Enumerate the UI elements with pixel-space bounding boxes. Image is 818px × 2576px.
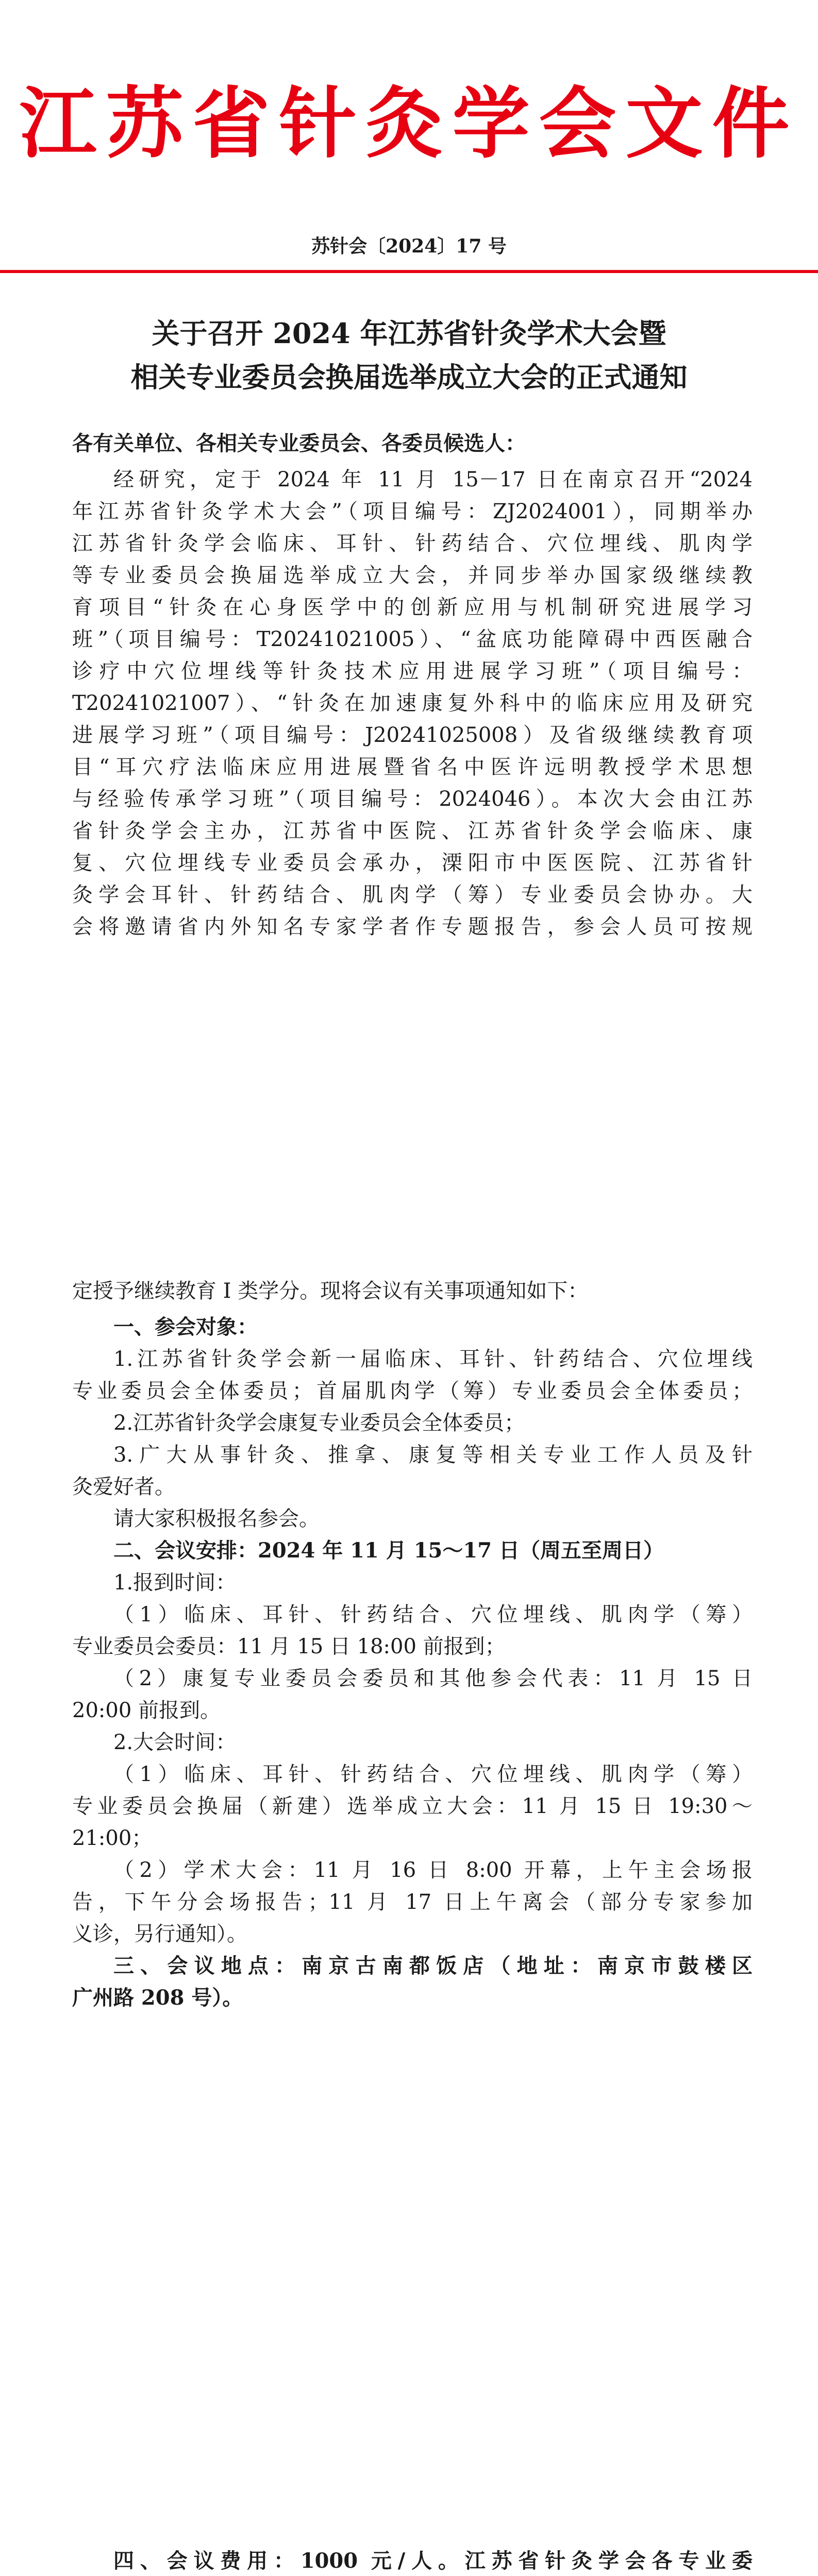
document-number: 苏针会〔2024〕17 号 [311, 235, 507, 257]
checkin-item-1: （1）临床、耳针、针药结合、穴位埋线、肌肉学（筹） [113, 1603, 753, 1626]
salutation: 各有关单位、各相关专业委员会、各委员候选人： [72, 431, 526, 455]
meeting-item-1: （1）临床、耳针、针药结合、穴位埋线、肌肉学（筹） [113, 1762, 753, 1786]
participants-item-2: 2.江苏省针灸学会康复专业委员会全体委员； [113, 1411, 525, 1435]
intro-line: 江苏省针灸学会临床、耳针、针药结合、穴位埋线、肌肉学 [72, 532, 753, 555]
intro-line: 诊疗中穴位埋线等针灸技术应用进展学习班”（项目编号： [72, 659, 753, 683]
intro-line: 育项目“针灸在心身医学中的创新应用与机制研究进展学习 [72, 596, 753, 619]
checkin-item-2: （2）康复专业委员会委员和其他参会代表：11 月 15 日 [113, 1667, 753, 1690]
section-fees [72, 2545, 753, 2576]
red-divider [0, 270, 818, 273]
participants-item-1: 1.江苏省针灸学会新一届临床、耳针、针药结合、穴位埋线 [113, 1347, 753, 1371]
intro-line: 省针灸学会主办，江苏省中医院、江苏省针灸学会临床、康 [72, 819, 753, 843]
intro-line: T20241021007）、“针灸在加速康复外科中的临床应用及研究 [72, 691, 753, 715]
checkin-heading: 1.报到时间： [113, 1571, 237, 1595]
intro-paragraph [72, 464, 753, 943]
meeting-time-heading: 2.大会时间： [113, 1731, 237, 1754]
section4-heading: 四、会议费用：1000 元/人。江苏省针灸学会各专业委 [113, 2549, 753, 2573]
meeting-item-1-cont: 21:00； [72, 1826, 153, 1850]
intro-line: 目“耳穴疗法临床应用进展暨省名中医许远明教授学术思想 [72, 755, 753, 779]
section3-heading: 三、会议地点：南京古南都饭店（地址：南京市鼓楼区 [113, 1954, 753, 1978]
intro-continuation: 定授予继续教育 I 类学分。现将会议有关事项通知如下： [72, 1279, 589, 1303]
welcome-line: 请大家积极报名参会。 [113, 1507, 320, 1531]
checkin-item-1-cont: 专业委员会委员：11 月 15 日 18:00 前报到； [72, 1635, 506, 1658]
section1-heading: 一、参会对象： [113, 1315, 258, 1339]
checkin-item-2-cont: 20:00 前报到。 [72, 1699, 221, 1722]
intro-line: 会将邀请省内外知名专家学者作专题报告，参会人员可按规 [72, 915, 753, 939]
section2-heading: 二、会议安排：2024 年 11 月 15～17 日（周五至周日） [113, 1538, 664, 1563]
meeting-item-2-cont: 义诊，另行通知）。 [72, 1922, 247, 1946]
masthead: 江苏省针灸学会文件 [19, 78, 799, 169]
participants-item-3-cont: 灸爱好者。 [72, 1475, 175, 1499]
title-line-2: 相关专业委员会换届选举成立大会的正式通知 [130, 361, 688, 394]
section-participants [72, 1311, 753, 2014]
intro-line: 进展学习班”（项目编号：J20241025008）及省级继续教育项 [72, 723, 753, 747]
intro-line: 班”（项目编号：T20241021005）、“盆底功能障碍中西医融合 [72, 628, 753, 651]
intro-line: 年江苏省针灸学术大会”（项目编号：ZJ2024001），同期举办 [72, 500, 753, 523]
participants-item-1-cont: 专业委员会全体委员；首届肌肉学（筹）专业委员会全体委员； [72, 1379, 753, 1403]
meeting-item-1-cont: 专业委员会换届（新建）选举成立大会：11 月 15 日 19:30～ [72, 1794, 753, 1818]
title-line-1: 关于召开 2024 年江苏省针灸学术大会暨 [152, 317, 666, 350]
intro-line: 复、穴位埋线专业委员会承办，溧阳市中医医院、江苏省针 [72, 851, 753, 875]
intro-line: 等专业委员会换届选举成立大会，并同步举办国家级继续教 [72, 564, 753, 587]
section3-heading-cont: 广州路 208 号）。 [72, 1986, 243, 2010]
intro-line: 灸学会耳针、针药结合、肌肉学（筹）专业委员会协办。大 [72, 883, 753, 907]
meeting-item-2-cont: 告，下午分会场报告；11 月 17 日上午离会（部分专家参加 [72, 1890, 753, 1914]
participants-item-3: 3.广大从事针灸、推拿、康复等相关专业工作人员及针 [113, 1443, 753, 1467]
meeting-item-2: （2）学术大会：11 月 16 日 8:00 开幕，上午主会场报 [113, 1858, 753, 1882]
intro-line: 与经验传承学习班”（项目编号：2024046）。本次大会由江苏 [72, 787, 753, 811]
intro-line: 经研究，定于 2024 年 11 月 15－17 日在南京召开“2024 [113, 468, 753, 492]
